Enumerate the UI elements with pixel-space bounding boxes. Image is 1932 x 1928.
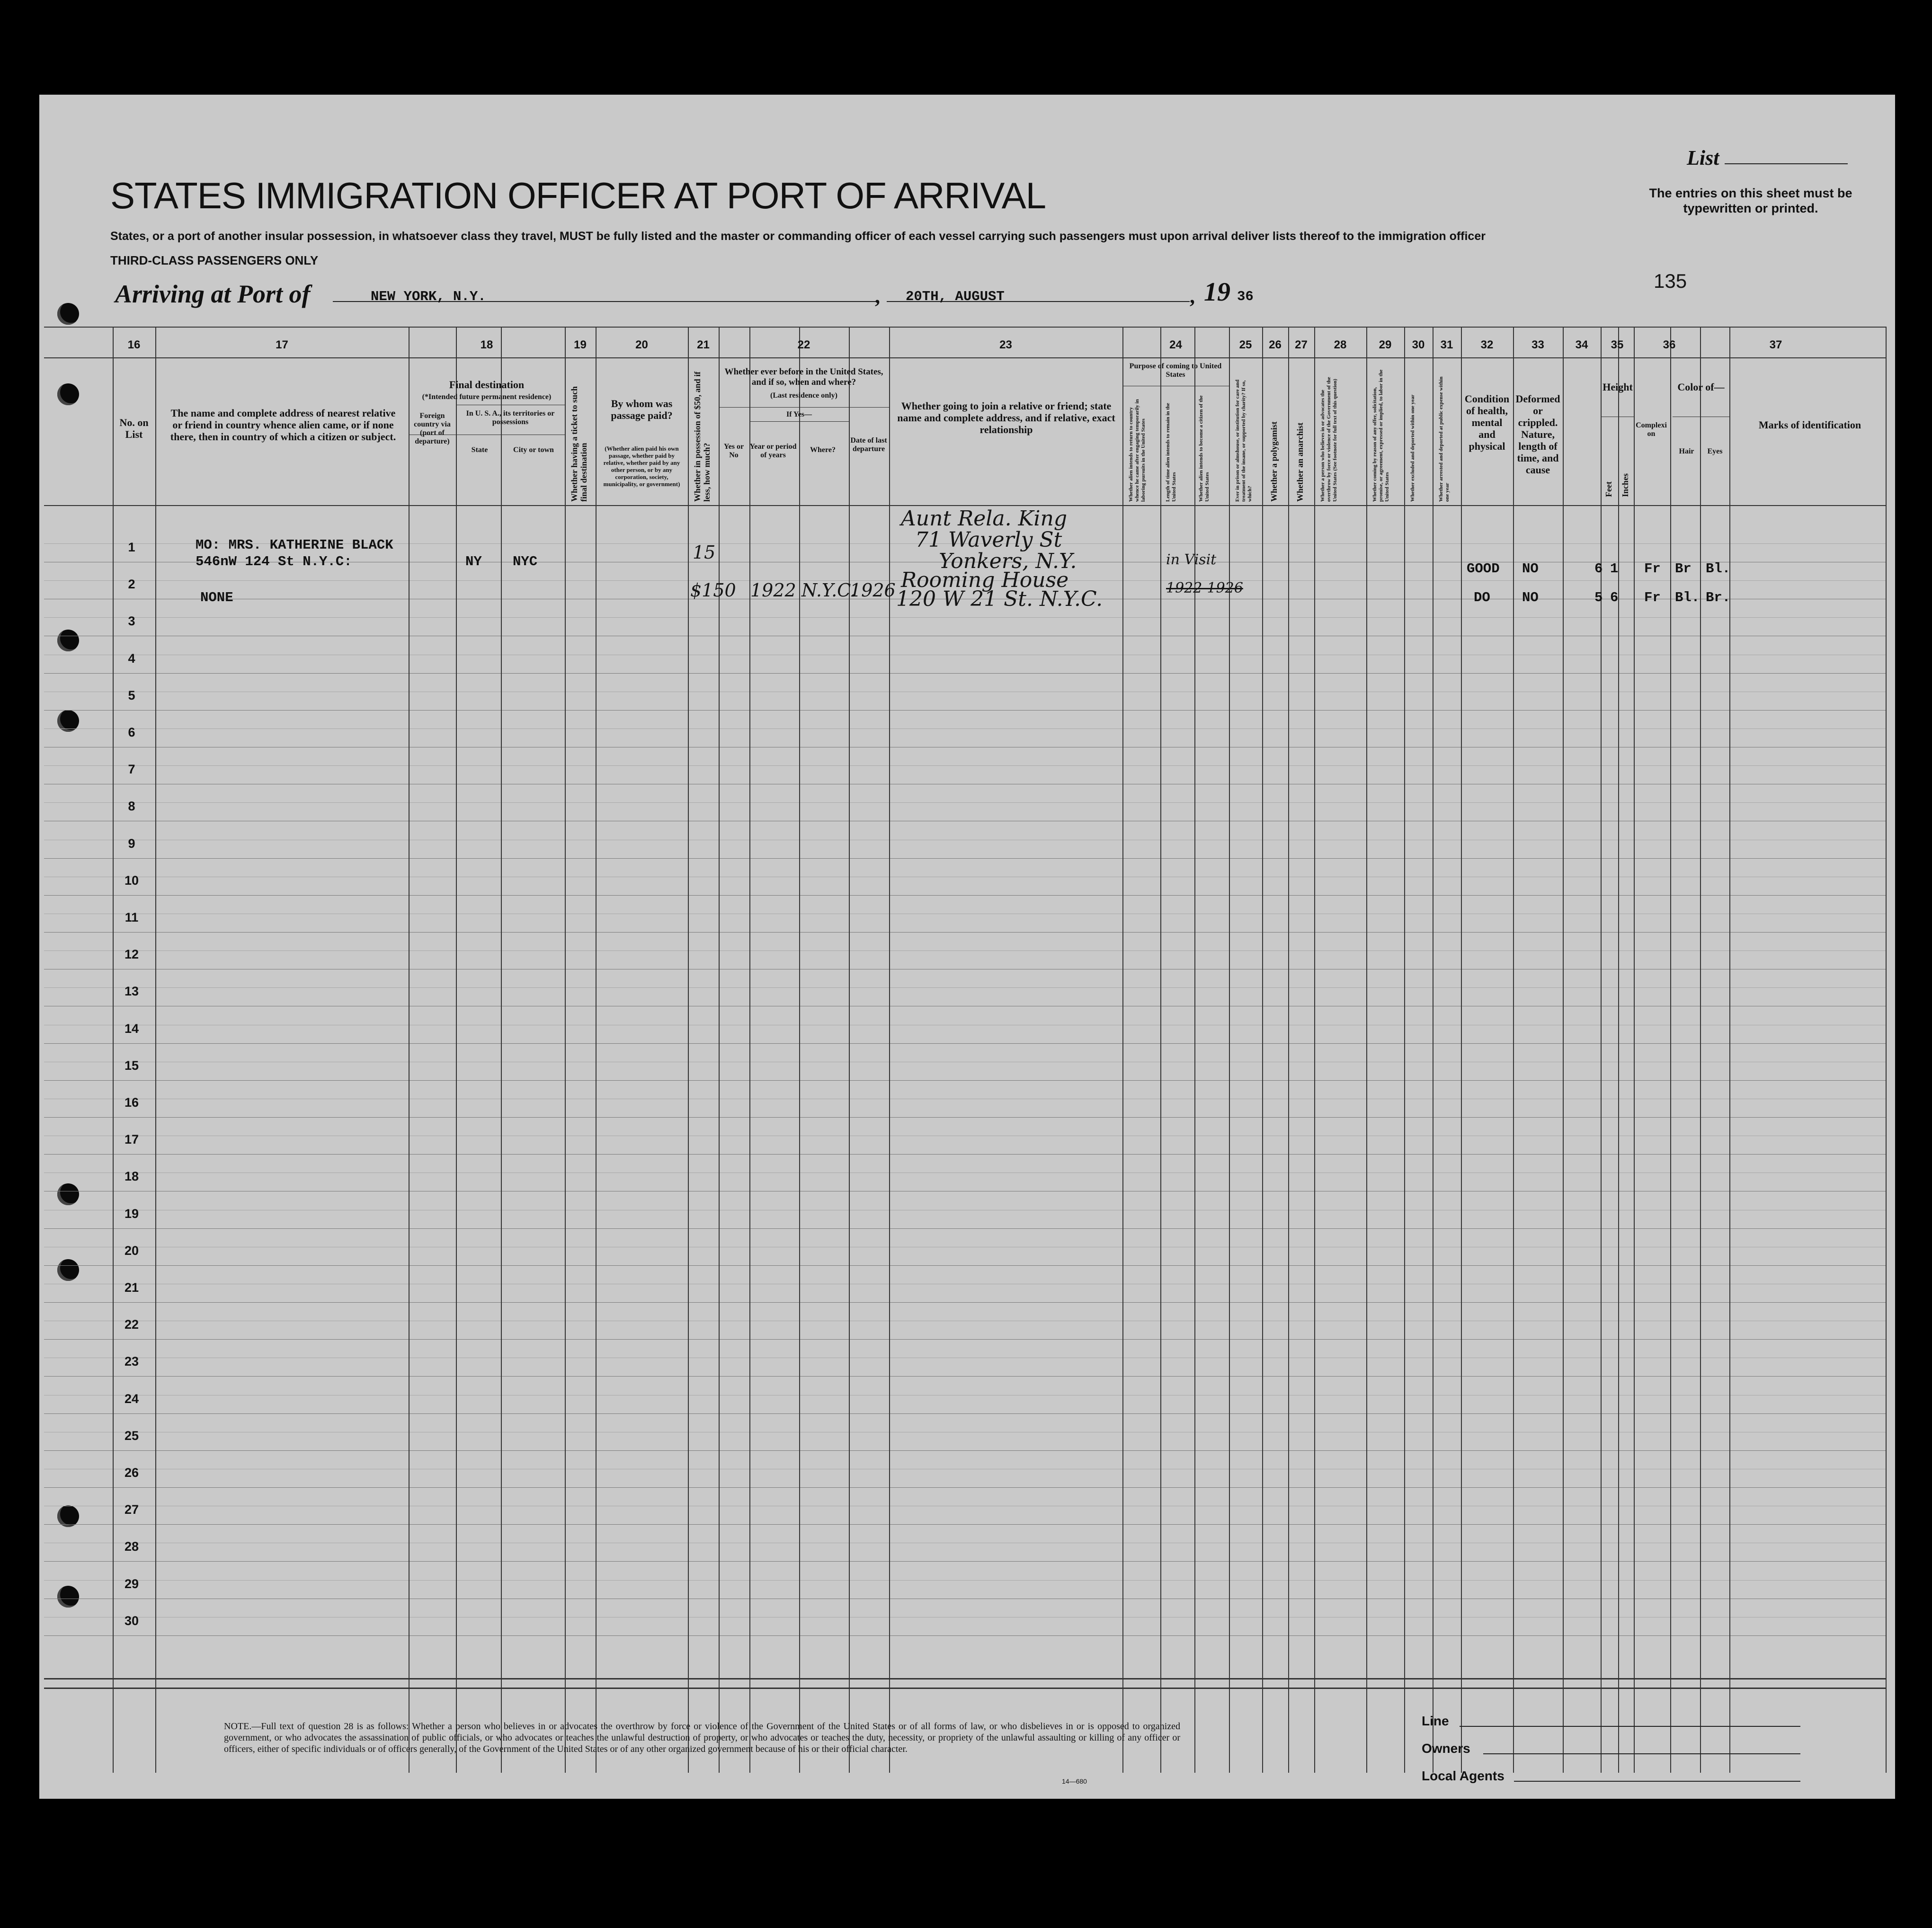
hdr-where: Where? bbox=[810, 446, 836, 454]
hdr-hair: Hair bbox=[1679, 447, 1694, 455]
sheet-number: 135 bbox=[1654, 270, 1687, 292]
arriving-label: Arriving at Port of bbox=[115, 280, 311, 308]
column-rule bbox=[1700, 327, 1701, 1773]
hdr-color-of: Color of— bbox=[1677, 381, 1725, 393]
year-suffix: 36 bbox=[1237, 289, 1254, 304]
row2-join-line2: 120 W 21 St. N.Y.C. bbox=[896, 587, 1103, 611]
class-label: THIRD-CLASS PASSENGERS ONLY bbox=[110, 253, 319, 267]
hdr-complexion: Complexion bbox=[1636, 421, 1667, 438]
row-rule bbox=[44, 1339, 1886, 1340]
row2-relative: NONE bbox=[200, 590, 233, 605]
row-rule bbox=[44, 1154, 1886, 1155]
line-label: Line bbox=[1422, 1714, 1449, 1728]
manifest-sheet bbox=[39, 95, 1895, 1799]
hdr-yes-no: Yes or No bbox=[723, 443, 744, 459]
year-prefix: 19 bbox=[1204, 277, 1230, 307]
row2-previous-where: N.Y.C. bbox=[801, 580, 856, 601]
hdr-inches: Inches bbox=[1620, 473, 1630, 497]
row-number: 5 bbox=[128, 688, 135, 702]
hdr-before-in-us: Whether ever before in the United States, and if so, when and where? bbox=[724, 367, 883, 387]
colnum-36: 36 bbox=[1663, 338, 1676, 351]
column-rule bbox=[1729, 327, 1730, 1773]
row1-purpose: in Visit bbox=[1166, 551, 1217, 568]
row-rule bbox=[44, 1080, 1886, 1081]
hdr-deformed: Deformed or crippled. Nature, length of time, and cause bbox=[1515, 393, 1560, 476]
row-number: 12 bbox=[124, 947, 139, 961]
column-rule bbox=[1160, 327, 1161, 1773]
row-number: 4 bbox=[128, 651, 135, 666]
column-rule bbox=[688, 327, 689, 1773]
row1-health: GOOD bbox=[1467, 561, 1500, 577]
form-code: 14—680 bbox=[1062, 1777, 1087, 1785]
local-agents-label: Local Agents bbox=[1422, 1768, 1505, 1783]
comma-separator: , bbox=[1190, 284, 1195, 308]
row-rule bbox=[44, 710, 1886, 711]
row-rule bbox=[44, 1450, 1886, 1451]
hdr-final-destination: Final destination bbox=[449, 379, 525, 391]
row-number: 28 bbox=[124, 1539, 139, 1554]
row-rule bbox=[44, 1413, 1886, 1414]
row2-hair: Bl. bbox=[1675, 590, 1700, 605]
punch-hole-icon bbox=[57, 630, 79, 651]
hdr-join-relative: Whether going to join a relative or friend; state name and complete address, and if relative, exact relationship bbox=[897, 400, 1115, 435]
row-rule bbox=[44, 1487, 1886, 1488]
hdr-relative: The name and complete address of nearest relative or friend in country whence alien came, or if none there, then in country of which a citizen or subject. bbox=[170, 407, 396, 443]
row-number: 27 bbox=[124, 1502, 139, 1517]
row-number: 30 bbox=[124, 1614, 139, 1628]
typed-instruction: The entries on this sheet must be typewritten or printed. bbox=[1649, 186, 1852, 215]
column-rule bbox=[1513, 327, 1514, 1773]
row1-join-line1: Aunt Rela. King bbox=[901, 506, 1068, 531]
column-rule bbox=[1229, 327, 1230, 1773]
row-rule bbox=[44, 1265, 1886, 1266]
owners-label: Owners bbox=[1422, 1741, 1470, 1756]
page-title: STATES IMMIGRATION OFFICER AT PORT OF ARRIVAL bbox=[110, 175, 1046, 216]
row-rule bbox=[44, 1117, 1886, 1118]
colnum-20: 20 bbox=[635, 338, 648, 351]
column-rule bbox=[1886, 327, 1887, 1773]
row1-join-line2: 71 Waverly St bbox=[915, 528, 1062, 552]
colnum-37: 37 bbox=[1769, 338, 1782, 351]
row-rule bbox=[44, 1228, 1886, 1229]
column-rule bbox=[719, 327, 720, 1773]
punch-hole-icon bbox=[57, 383, 79, 405]
row-number: 9 bbox=[128, 836, 135, 851]
punch-hole-icon bbox=[57, 303, 79, 325]
colnum-23: 23 bbox=[999, 338, 1012, 351]
punch-hole-icon bbox=[57, 1259, 79, 1281]
row2-last-departure: 1926 bbox=[850, 580, 896, 601]
hdr-no-on-list: No. on List bbox=[119, 417, 149, 440]
hdr-rule-22 bbox=[719, 407, 889, 408]
table-top-rule bbox=[44, 327, 1886, 328]
row-rule bbox=[44, 673, 1886, 674]
colnum-19: 19 bbox=[574, 338, 587, 351]
row-number: 1 bbox=[128, 540, 135, 554]
colnum-27: 27 bbox=[1295, 338, 1308, 351]
page-subtitle: States, or a port of another insular possession, in whatsoever class they travel, MUST be fully listed and the master or commanding officer of each vessel carrying such passengers must upon arrival deliver lists thereof to the immigration officer bbox=[110, 230, 1486, 243]
hdr-city-or-town: City or town bbox=[513, 446, 554, 454]
row-number: 7 bbox=[128, 762, 135, 776]
row1-join-line3: Yonkers, N.Y. bbox=[939, 549, 1077, 573]
hdr-passage-paid: By whom was passage paid? bbox=[611, 398, 673, 421]
column-rule bbox=[799, 327, 800, 1773]
row-subrule bbox=[44, 987, 1886, 988]
hdr-labor-offer: Whether coming by reason of any offer, solicitation, promise, or agreement, expressed or implied, to labor in the United States bbox=[1372, 369, 1390, 502]
hdr-if-yes: If Yes— bbox=[786, 410, 812, 418]
footer-top-rule bbox=[44, 1688, 1886, 1689]
footnote-question-28: NOTE.—Full text of question 28 is as follows: Whether a person who believes in or advocates the overthrow by force or violence of the Government of the United States or of all forms of law, or who disbelieves in or is opposed to organized government, or who advocates the assassination of public officials, or who advocates or teaches the unlawful destruction of property, or who advocates or teaches the duty, necessity, or propriety of the unlawful assaulting or killing of any officer or officers, either of specific individuals or of officers generally, of the Government of the United States or of any other organized government because of his or their official character. bbox=[224, 1721, 1180, 1754]
hdr-arrested: Whether arrested and deported at public expense within one year bbox=[1438, 376, 1450, 502]
row1-inches: 1 bbox=[1610, 561, 1619, 577]
row-number: 17 bbox=[124, 1132, 139, 1146]
colnum-rule bbox=[44, 357, 1886, 358]
column-rule bbox=[1563, 327, 1564, 1773]
column-rule bbox=[1366, 327, 1367, 1773]
colnum-28: 28 bbox=[1334, 338, 1347, 351]
row1-relative-address: 546nW 124 St N.Y.C: bbox=[196, 554, 352, 569]
colnum-35: 35 bbox=[1611, 338, 1624, 351]
colnum-34: 34 bbox=[1575, 338, 1588, 351]
row-rule bbox=[44, 1302, 1886, 1303]
line-field bbox=[1460, 1726, 1800, 1727]
hdr-feet: Feet bbox=[1604, 481, 1613, 497]
row1-money: 15 bbox=[693, 542, 716, 563]
row-number: 14 bbox=[124, 1022, 139, 1036]
hdr-state: State bbox=[471, 446, 488, 454]
column-rule bbox=[849, 327, 850, 1773]
row2-money: $150 bbox=[690, 580, 736, 601]
row-number: 26 bbox=[124, 1466, 139, 1480]
row2-inches: 6 bbox=[1610, 590, 1619, 605]
row1-deformed: NO bbox=[1522, 561, 1539, 577]
row-subrule bbox=[44, 617, 1886, 618]
column-rule bbox=[1262, 327, 1263, 1773]
row-number: 18 bbox=[124, 1169, 139, 1183]
hdr-passage-note: (Whether alien paid his own passage, whether paid by relative, whether paid by any other person, or by any corporation, society, municipality, or government) bbox=[603, 445, 680, 488]
column-rule bbox=[1601, 327, 1602, 1773]
comma-separator: , bbox=[875, 284, 880, 308]
row-number: 29 bbox=[124, 1577, 139, 1591]
colnum-29: 29 bbox=[1379, 338, 1392, 351]
row1-complexion: Fr bbox=[1644, 561, 1661, 577]
row-number: 2 bbox=[128, 577, 135, 591]
column-rule bbox=[1634, 327, 1635, 1773]
row-rule bbox=[44, 895, 1886, 896]
row-number: 13 bbox=[124, 984, 139, 998]
column-rule bbox=[1670, 327, 1671, 1773]
row-number: 23 bbox=[124, 1354, 139, 1368]
colnum-30: 30 bbox=[1412, 338, 1425, 351]
row2-previous-year: 1922 bbox=[750, 580, 796, 601]
colnum-25: 25 bbox=[1239, 338, 1252, 351]
hdr-foreign-country: Foreign country via (port of departure) bbox=[414, 412, 451, 445]
hdr-year: Year or period of years bbox=[749, 443, 797, 459]
list-label: List bbox=[1687, 146, 1719, 169]
hdr-ticket: Whether having a ticket to such final destination bbox=[570, 386, 588, 502]
hdr-anarchist: Whether an anarchist bbox=[1295, 422, 1305, 502]
list-number-line bbox=[1725, 163, 1848, 164]
hdr-purpose-citizen: Whether alien intends to become a citizen of the United States bbox=[1198, 395, 1210, 502]
column-rule bbox=[1314, 327, 1315, 1773]
colnum-21: 21 bbox=[697, 338, 710, 351]
row1-eyes: Bl. bbox=[1706, 561, 1731, 577]
colnum-31: 31 bbox=[1440, 338, 1453, 351]
hdr-final-destination-note: (*Intended future permanent residence) bbox=[422, 393, 552, 401]
row-number: 25 bbox=[124, 1429, 139, 1443]
row-number: 15 bbox=[124, 1058, 139, 1073]
row2-purpose: 1922-1926 bbox=[1166, 580, 1243, 596]
table-bottom-rule bbox=[44, 1678, 1886, 1679]
hdr-polygamist: Whether a polygamist bbox=[1269, 421, 1279, 502]
row2-complexion: Fr bbox=[1644, 590, 1661, 605]
row-number: 19 bbox=[124, 1207, 139, 1221]
hdr-health: Condition of health, mental and physical bbox=[1464, 393, 1510, 452]
row-subrule bbox=[44, 1580, 1886, 1581]
column-rule bbox=[1194, 327, 1195, 1773]
row-rule bbox=[44, 1524, 1886, 1525]
hdr-date-departure: Date of last departure bbox=[850, 436, 887, 453]
hdr-in-usa: In U. S. A., its territories or possessions bbox=[466, 409, 555, 426]
colnum-16: 16 bbox=[127, 338, 141, 351]
hdr-marks: Marks of identification bbox=[1758, 419, 1861, 431]
punch-hole-icon bbox=[57, 1586, 79, 1608]
column-rule bbox=[456, 327, 457, 1773]
owners-field bbox=[1483, 1753, 1800, 1754]
hdr-excluded: Whether excluded and deported within one year bbox=[1410, 394, 1416, 502]
row-number: 11 bbox=[125, 910, 139, 924]
row-number: 20 bbox=[124, 1244, 139, 1258]
colnum-18: 18 bbox=[480, 338, 493, 351]
row-number: 6 bbox=[128, 725, 135, 739]
row-rule bbox=[44, 1043, 1886, 1044]
row2-deformed: NO bbox=[1522, 590, 1539, 605]
hdr-overthrow: Whether a person who believes in or advocates the overthrow by force or violence of the Government of the United States (See footnote for full text of this question) bbox=[1320, 377, 1338, 502]
row2-health: DO bbox=[1474, 590, 1490, 605]
hdr-money: Whether in possession of $50, and if less, how much? bbox=[693, 371, 712, 502]
column-rule bbox=[1288, 327, 1289, 1773]
row2-join-line1: Rooming House bbox=[901, 568, 1069, 592]
punch-hole-icon bbox=[57, 1183, 79, 1205]
column-rule bbox=[1618, 327, 1619, 1773]
row1-city: NYC bbox=[513, 554, 538, 569]
row-subrule bbox=[44, 802, 1886, 803]
hdr-purpose-return: Whether alien intends to return to country whence he came after engaging temporarily in laboring pursuits in the United States bbox=[1128, 399, 1146, 502]
colnum-24: 24 bbox=[1169, 338, 1182, 351]
colnum-33: 33 bbox=[1531, 338, 1544, 351]
row2-feet: 5 bbox=[1594, 590, 1603, 605]
colnum-32: 32 bbox=[1480, 338, 1494, 351]
column-rule bbox=[565, 327, 566, 1773]
column-rule bbox=[1122, 327, 1123, 1773]
row-number: 16 bbox=[124, 1095, 139, 1110]
row-number: 22 bbox=[124, 1317, 139, 1332]
row-number: 8 bbox=[128, 799, 135, 813]
column-rule bbox=[1461, 327, 1462, 1773]
row-number: 24 bbox=[124, 1392, 139, 1406]
row-subrule bbox=[44, 765, 1886, 766]
row1-relative: MO: MRS. KATHERINE BLACK bbox=[196, 537, 393, 553]
arrival-date: 20TH, AUGUST bbox=[906, 289, 1005, 304]
row-rule bbox=[44, 1635, 1886, 1636]
row-rule bbox=[44, 858, 1886, 859]
port-value: NEW YORK, N.Y. bbox=[371, 289, 486, 304]
hdr-purpose-length: Length of time alien intends to remain in the United States bbox=[1165, 403, 1177, 502]
row1-hair: Br bbox=[1675, 561, 1692, 577]
colnum-17: 17 bbox=[276, 338, 288, 351]
row-rule bbox=[44, 1376, 1886, 1377]
column-rule bbox=[749, 327, 750, 1773]
column-rule bbox=[501, 327, 502, 1773]
hdr-before-note: (Last residence only) bbox=[770, 391, 837, 400]
row2-eyes: Br. bbox=[1706, 590, 1731, 605]
row-rule bbox=[44, 1561, 1886, 1562]
colnum-26: 26 bbox=[1269, 338, 1282, 351]
row1-state: NY bbox=[465, 554, 482, 569]
hdr-prison: Ever in prison or almshouse, or institution for care and treatment of the insane, or supported by charity? If so, which? bbox=[1235, 379, 1253, 502]
column-rule bbox=[409, 327, 410, 1773]
hdr-eyes: Eyes bbox=[1707, 447, 1723, 455]
header-bottom-rule bbox=[44, 505, 1886, 506]
hdr-height: Height bbox=[1603, 381, 1633, 393]
colnum-22: 22 bbox=[797, 338, 810, 351]
column-rule bbox=[596, 327, 597, 1773]
row1-feet: 6 bbox=[1594, 561, 1603, 577]
column-rule bbox=[1404, 327, 1405, 1773]
row-rule bbox=[44, 932, 1886, 933]
row-number: 10 bbox=[124, 873, 139, 888]
row-number: 21 bbox=[124, 1280, 139, 1295]
column-rule bbox=[155, 327, 156, 1773]
local-agents-field bbox=[1514, 1781, 1800, 1782]
hdr-purpose: Purpose of coming to United States bbox=[1129, 362, 1222, 379]
row-number: 3 bbox=[128, 614, 135, 628]
column-rule bbox=[889, 327, 890, 1773]
